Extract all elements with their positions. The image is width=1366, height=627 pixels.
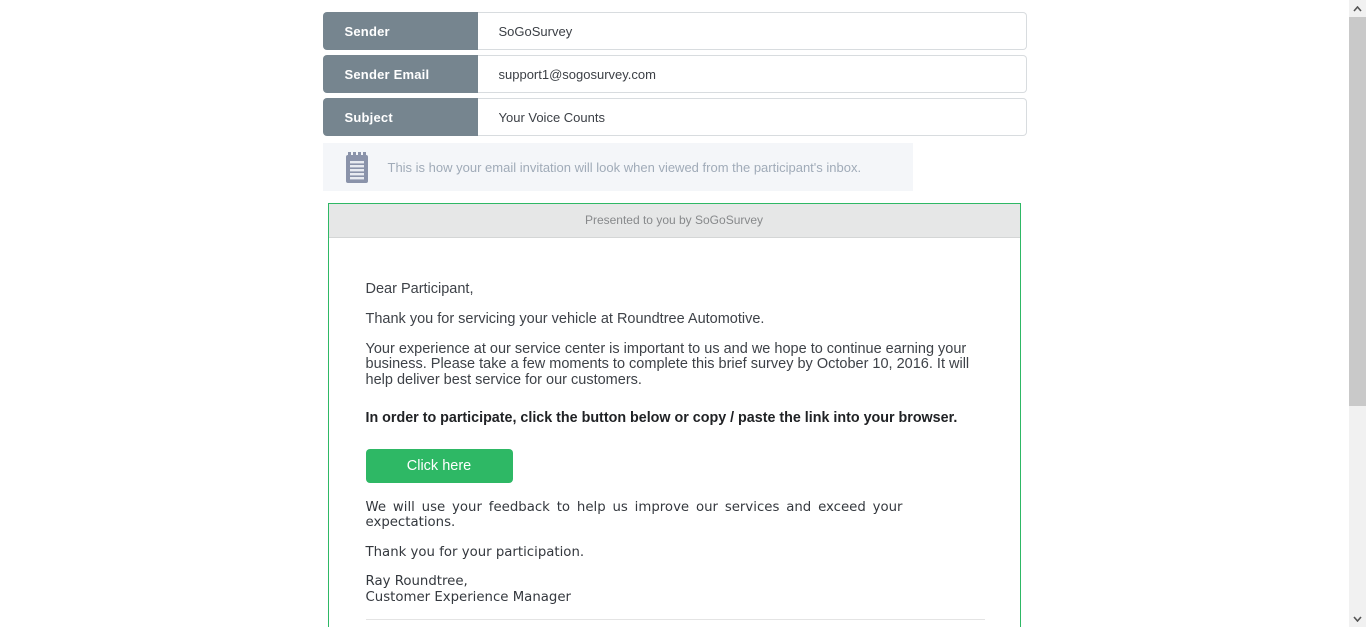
chevron-down-icon	[1353, 616, 1362, 622]
paragraph-experience: Your experience at our service center is important to us and we hope to continue earning your business. Please take a few moments to complete this brief survey by October 10, 2016. It will help deliver best service for our customers.	[365, 340, 970, 389]
email-divider	[366, 619, 985, 620]
paragraph-thanks: Thank you for servicing your vehicle at Roundtree Automotive.	[365, 310, 765, 327]
salutation: Dear Participant,	[365, 281, 474, 297]
sender-email-input[interactable]	[478, 55, 1027, 93]
paragraph-feedback: We will use your feedback to help us improve our services and exceed your expectations.	[365, 499, 903, 531]
sender-input[interactable]	[478, 12, 1027, 50]
signature-name: Ray Roundtree,	[365, 574, 468, 590]
scrollbar-up-button[interactable]	[1349, 0, 1366, 17]
subject-label: Subject	[323, 98, 478, 136]
sender-email-row	[323, 55, 1027, 93]
chevron-up-icon	[1353, 6, 1362, 12]
subject-row	[323, 98, 1027, 136]
scrollbar-down-button[interactable]	[1349, 610, 1366, 627]
click-here-button[interactable]: Click here	[366, 449, 513, 483]
vertical-scrollbar[interactable]	[1349, 0, 1366, 627]
preview-header: Presented to you by SoGoSurvey	[329, 204, 1020, 238]
sender-email-label: Sender Email	[323, 55, 478, 93]
email-preview-panel	[328, 203, 1021, 627]
subject-input[interactable]	[478, 98, 1027, 136]
paragraph-instruction: In order to participate, click the button below or copy / paste the link into your browser.	[365, 409, 958, 426]
paragraph-participation: Thank you for your participation.	[365, 544, 585, 560]
email-body	[329, 238, 1020, 620]
info-note	[323, 143, 913, 191]
sender-label: Sender	[323, 12, 478, 50]
scrollbar-thumb[interactable]	[1349, 17, 1366, 406]
signature-title: Customer Experience Manager	[365, 589, 571, 605]
info-note-text: This is how your email invitation will look when viewed from the participant's inbox.	[387, 159, 862, 175]
notepad-icon	[346, 152, 368, 183]
sender-row	[323, 12, 1027, 50]
